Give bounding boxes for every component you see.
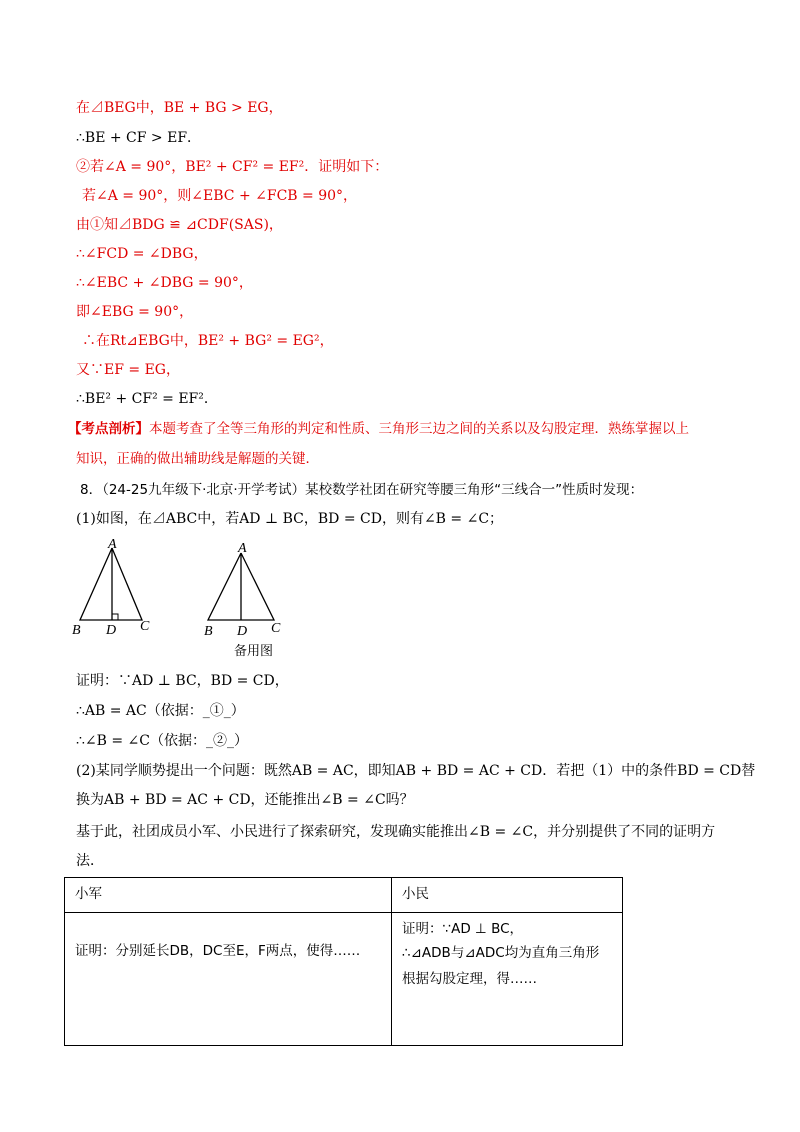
proof-line-10: 又∵EF = EG，: [76, 362, 180, 378]
table-body-row: [65, 913, 623, 1046]
label-D: D: [106, 623, 117, 638]
proof-line-2: ∴BE + CF > EF．: [76, 130, 202, 146]
xiaomin-line-3: 根据勾股定理，得……: [402, 971, 538, 987]
cell-xiaojun-proof: 证明：分别延长DB，DC至E，F两点，使得……: [65, 913, 392, 1046]
label-A-spare: A: [238, 541, 247, 556]
figure-caption: 备用图: [234, 644, 274, 659]
proof-line-6: ∴∠FCD = ∠DBG，: [76, 246, 208, 262]
table-header-row: [65, 878, 623, 913]
label-A: A: [108, 538, 117, 552]
label-C: C: [140, 619, 150, 634]
analysis-line-1: [68, 419, 689, 439]
label-D-spare: D: [237, 624, 248, 638]
proof-line-1: 在⊿BEG中，BE + BG > EG，: [76, 100, 283, 116]
triangle-figures: [66, 538, 326, 638]
question-2-line-1: (2)某同学顺势提出一个问题：既然AB = AC，即知AB + BD = AC + CD．若把（1）中的条件BD = CD替: [76, 763, 756, 779]
analysis-tag: 【考点剖析】: [68, 421, 149, 437]
analysis-text-1: 本题考查了全等三角形的判定和性质、三角形三边之间的关系以及勾股定理．熟练掌握以上: [149, 421, 689, 437]
label-C-spare: C: [271, 621, 281, 636]
question-2-line-3: 基于此，社团成员小军、小民进行了探索研究，发现确实能推出∠B = ∠C，并分别提供了不同的证明方: [76, 824, 716, 840]
proof-line-8: 即∠EBG = 90°，: [76, 304, 194, 320]
analysis-line-2: 知识，正确的做出辅助线是解题的关键．: [76, 451, 319, 467]
comparison-table: [64, 877, 623, 1046]
xiaomin-line-1: 证明：∵AD ⊥ BC，: [402, 921, 524, 937]
label-B-spare: B: [204, 624, 213, 638]
triangle-figure-spare: [204, 541, 281, 638]
proof-line-4: 若∠A = 90°，则∠EBC + ∠FCB = 90°，: [82, 188, 358, 204]
label-B: B: [72, 623, 81, 638]
question-1: (1)如图，在⊿ABC中，若AD ⊥ BC，BD = CD，则有∠B = ∠C；: [76, 511, 504, 527]
proof-line-7: ∴∠EBC + ∠DBG = 90°，: [76, 275, 253, 291]
triangle-figure-main: [72, 538, 150, 638]
proof-line-5: 由①知⊿BDG ≌ ⊿CDF(SAS)，: [76, 217, 283, 233]
proof-1: 证明：∵AD ⊥ BC，BD = CD，: [76, 673, 289, 689]
question-2-line-2: 换为AB + BD = AC + CD，还能推出∠B = ∠C吗？: [76, 792, 414, 808]
proof-line-3: ②若∠A = 90°，BE² + CF² = EF²．证明如下：: [76, 159, 389, 175]
proof-3: ∴∠B = ∠C（依据：_②_）: [76, 733, 248, 749]
header-xiaomin: 小民: [392, 878, 623, 913]
cell-xiaomin-proof: [392, 913, 623, 1046]
proof-line-9: ∴在Rt⊿EBG中，BE² + BG² = EG²，: [82, 333, 334, 349]
problem-header: 8．（24-25九年级下·北京·开学考试）某校数学社团在研究等腰三角形“三线合一”性质时发现：: [80, 482, 644, 498]
header-xiaojun: 小军: [65, 878, 392, 913]
proof-line-11: ∴BE² + CF² = EF²．: [76, 391, 218, 407]
question-2-line-4: 法．: [76, 853, 104, 869]
xiaomin-line-2: ∴⊿ADB与⊿ADC均为直角三角形: [402, 945, 600, 961]
proof-2: ∴AB = AC（依据：_①_）: [76, 703, 245, 719]
